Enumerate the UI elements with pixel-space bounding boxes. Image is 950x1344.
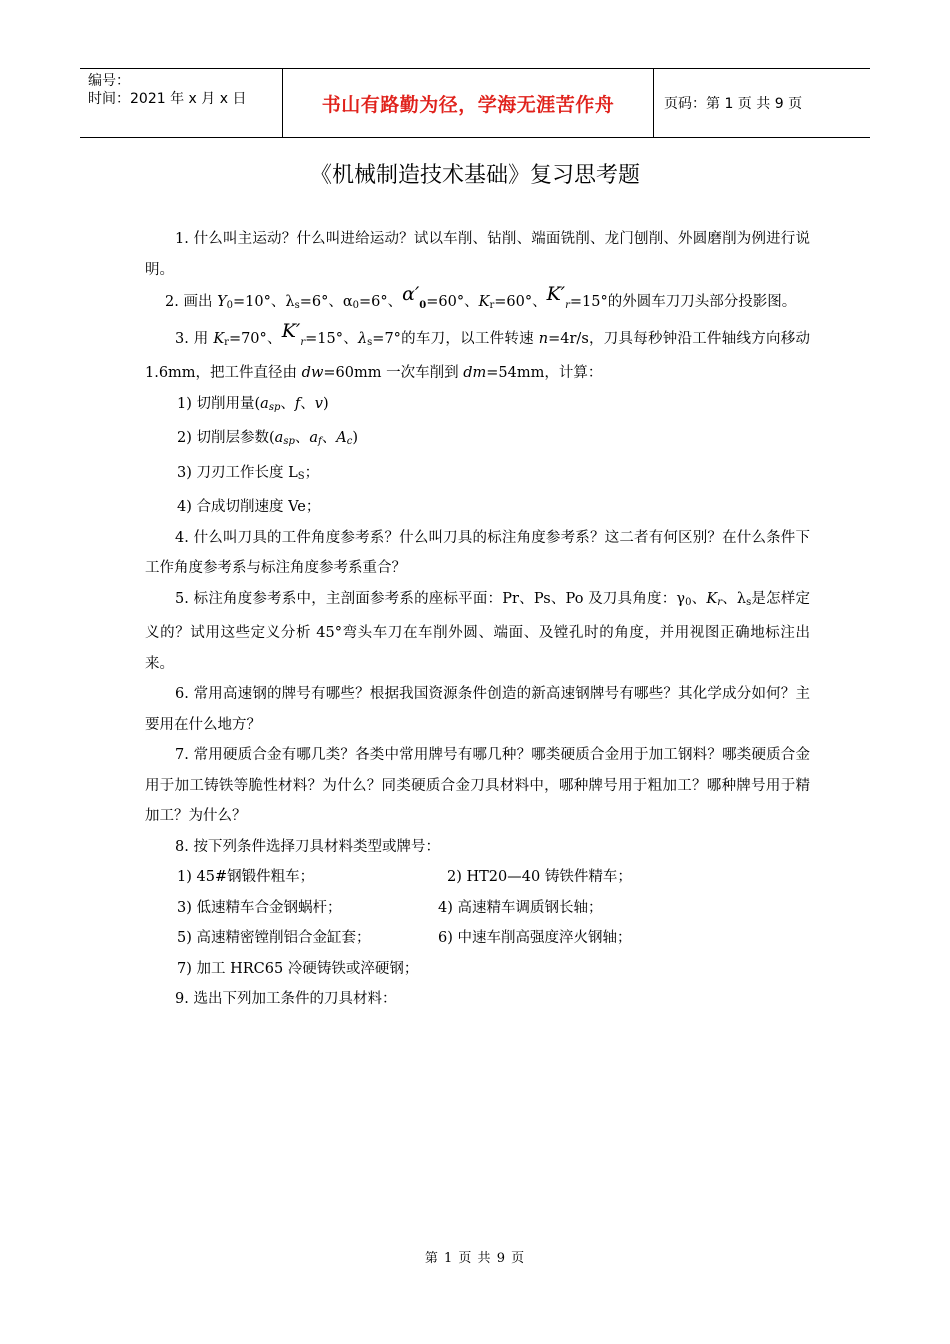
q3-text: =7°的车刀，以工件转速: [372, 330, 539, 347]
header-page-info: 页码：第 1 页 共 9 页: [664, 96, 803, 112]
q2-text: =15°的外圆车刀刀头部分投影图。: [569, 294, 797, 310]
q8-item-7: 7) 加工 HRC65 冷硬铸铁或淬硬钢；: [177, 960, 419, 977]
q3-sub-2: 2) 切削层参数($a_{sp}$、$a_f$、$A_c$): [177, 430, 358, 447]
q3-text: =15°、: [305, 330, 358, 347]
q3-sub-3: 3) 刀刃工作长度 $L_S$；: [177, 464, 320, 482]
question-7: 7. 常用硬质合金有哪几类？各类中常用牌号有哪几种？哪类硬质合金用于加工钢料？哪类硬质合金用于加工铸铁等脆性材料？为什么？同类硬质合金刀具材料中，哪种牌号用于粗加工？哪种牌号用于精加工？为什么？: [145, 747, 810, 824]
q3-sub-text: 1) 切削用量(: [177, 395, 261, 412]
q5-text: 是怎样定义的？试用这些定义分析 45°弯头车刀在车削外圆、端面、及镗孔时的角度，并用视图正确地标注出来。: [145, 590, 811, 672]
question-2: 2. 画出 $Y_0=10^\circ$、$\lambda_s=6^\circ$、$\alpha_0=6^\circ$、$\alpha'_0=60^\circ$、$K_r=60^\circ$、$K'_r=15^\circ$的外圆车刀刀头部分投影图。: [165, 283, 797, 311]
q3-text: 3. 用: [175, 330, 214, 347]
q2-text: =60°、: [494, 294, 547, 310]
kr-prime-symbol: K′: [546, 283, 566, 305]
q3-text: =70°、: [228, 330, 282, 347]
q8-row-2: [145, 893, 810, 924]
question-9: 9. 选出下列加工条件的刀具材料：: [175, 991, 397, 1007]
q3-sub-4: 4) 合成切削速度 Ve；: [177, 499, 321, 515]
q2-text: =6°、: [359, 294, 403, 310]
q5-text: 5. 标注角度参考系中，主剖面参考系的座标平面：Pr、Ps、Po 及刀具角度：γ: [175, 590, 686, 607]
q8-item-5: 5) 高速精密镗削铝合金缸套；: [177, 930, 371, 946]
serial-label: 编号：: [88, 73, 130, 89]
question-3: 3. 用 $K_r=70^\circ$、$K'_r=15^\circ$、$\lambda_s=7^\circ$的车刀，以工件转速 n=4r/s，刀具每秒钟沿工件轴线方向移动 1.6mm，把工件直径由 dw=60mm 一次车削到 dm=54mm，计算：: [145, 319, 810, 381]
q3-sub-1: 1) 切削用量($a_{sp}$、f、v): [177, 395, 329, 413]
q2-text: =6°、α: [299, 294, 353, 310]
q8-item-2: 2) HT20—40 铸铁件精车；: [447, 869, 632, 885]
q8-item-3: 3) 低速精车合金钢蜗杆；: [177, 899, 342, 916]
q8-item-1: 1) 45#钢锻件粗车；: [177, 869, 315, 885]
page-footer: 第 1 页 共 9 页: [424, 1251, 526, 1266]
q3-text: =54mm，计算：: [486, 365, 603, 381]
page-header: [80, 68, 870, 138]
question-1: 1. 什么叫主运动？什么叫进给运动？试以车削、钻削、端面铣削、龙门刨削、外圆磨削为例进行说明。: [145, 231, 810, 278]
q3-sub-text: 2) 切削层参数(: [177, 430, 275, 446]
document-title: 《机械制造技术基础》复习思考题: [309, 163, 640, 188]
header-motto: 书山有路勤为径，学海无涯苦作舟: [282, 69, 654, 137]
q3-sub-text: 3) 刀刃工作长度 L: [177, 464, 298, 481]
header-meta: [80, 69, 282, 137]
question-8: 8. 按下列条件选择刀具材料类型或牌号：: [175, 838, 440, 855]
question-5: 5. 标注角度参考系中，主剖面参考系的座标平面：Pr、Ps、Po 及刀具角度：$\gamma_0$、$K_r$、$\lambda_s$是怎样定义的？试用这些定义分析 45°弯头车刀在车削外圆、端面、及镗孔时的角度，并用视图正确地标注出来。: [145, 590, 811, 672]
kr-prime-symbol: K′: [281, 319, 301, 342]
q2-text: =10°、: [233, 294, 286, 310]
question-list: [145, 224, 810, 1015]
q8-item-4: 4) 高速精车调质钢长轴；: [438, 899, 603, 916]
q8-item-6: 6) 中速车削高强度淬火钢轴；: [438, 930, 632, 946]
q8-row-3: [145, 923, 810, 954]
time-label: 时间：2021 年 x 月 x 日: [88, 91, 247, 107]
q3-text: =60mm 一次车削到: [323, 365, 464, 381]
q2-text: 2. 画出: [165, 294, 218, 310]
alpha-prime-symbol: α′: [402, 283, 420, 305]
q2-text: =60°、: [426, 294, 479, 310]
q3-text: =4r/s，刀具每秒钟沿工件轴线方向移动 1.6mm，把工件直径由: [145, 330, 810, 381]
question-4: 4. 什么叫刀具的工件角度参考系？什么叫刀具的标注角度参考系？这二者有何区别？在什么条件下工作角度参考系与标注角度参考系重合？: [145, 529, 810, 576]
q8-row-1: [145, 862, 810, 893]
question-6: 6. 常用高速钢的牌号有哪些？根据我国资源条件创造的新高速钢牌号有哪些？其化学成分如何？主要用在什么地方？: [145, 686, 810, 733]
